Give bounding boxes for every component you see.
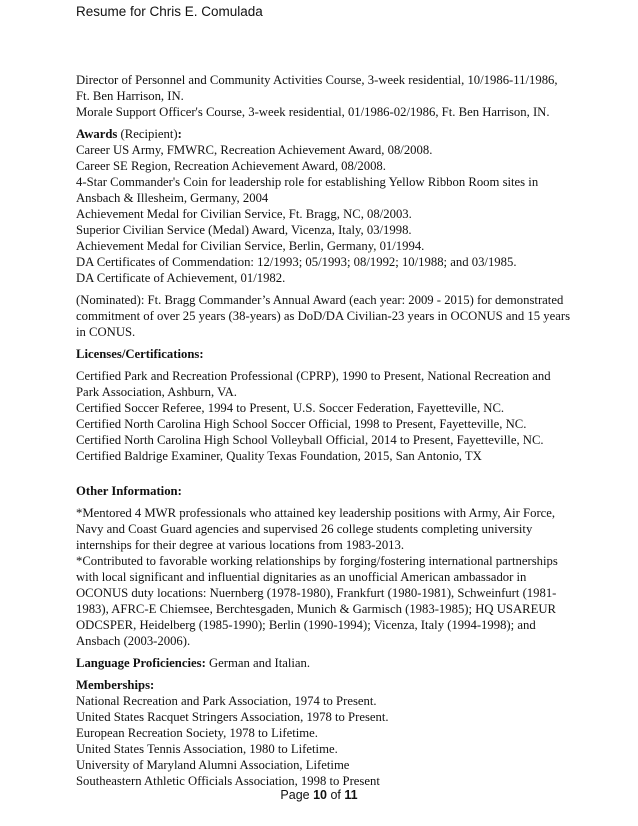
language-text: German and Italian. [205,656,311,670]
membership-item: United States Tennis Association, 1980 to Lifetime. [76,742,338,756]
other-info-line: with local significant and influential dignitaries as an unofficial American ambassador in [76,570,527,584]
other-info-line: Ansbach (2003-2006). [76,634,191,648]
header-title: Resume for Chris E. Comulada [76,4,263,19]
award-item: Career US Army, FMWRC, Recreation Achievement Award, 08/2008. [76,143,433,157]
award-item: 4-Star Commander's Coin for leadership role for establishing Yellow Ribbon Room sites in [76,175,539,189]
other-info-line: Navy and Coast Guard agencies and supervised 26 college students completing university [76,522,533,536]
page-total: 11 [344,788,358,802]
award-item: DA Certificate of Achievement, 01/1982. [76,271,286,285]
page-header [76,4,263,19]
license-item: Park Association, Ashburn, VA. [76,385,237,399]
awards-heading-title: Awards [76,127,118,141]
licenses-section [76,346,572,464]
language-section [76,655,572,671]
other-info-line: *Contributed to favorable working relationships by forging/fostering international partnerships [76,554,558,568]
license-item: Certified Baldrige Examiner, Quality Texas Foundation, 2015, San Antonio, TX [76,449,482,463]
language-heading: Language Proficiencies: [76,656,206,670]
memberships-section [76,677,572,789]
education-section [76,72,572,120]
nominated-line: in CONUS. [76,325,136,339]
resume-content [76,72,572,789]
award-item: Achievement Medal for Civilian Service, Ft. Bragg, NC, 08/2003. [76,207,412,221]
licenses-heading: Licenses/Certifications: [76,347,204,361]
page-current: 10 [313,788,327,802]
license-item: Certified Soccer Referee, 1994 to Present, U.S. Soccer Federation, Fayetteville, NC. [76,401,505,415]
education-line: Director of Personnel and Community Activities Course, 3-week residential, 10/1986-11/1986, [76,73,558,87]
awards-section [76,126,572,340]
membership-item: Southeastern Athletic Officials Association, 1998 to Present [76,774,380,788]
license-item: Certified Park and Recreation Professional (CPRP), 1990 to Present, National Recreation and [76,369,551,383]
other-info-line: ODCSPER, Heidelberg (1985-1990); Berlin (1990-1994); Vicenza, Italy (1994-1998); and [76,618,536,632]
page-label: Page [280,788,314,802]
membership-item: European Recreation Society, 1978 to Lifetime. [76,726,318,740]
awards-heading-colon: : [177,127,182,141]
education-line: Ft. Ben Harrison, IN. [76,89,184,103]
other-info-line: 1983), AFRC-E Chiemsee, Berchtesgaden, Munich & Garmisch (1983-1985); HQ USAREUR [76,602,556,616]
award-item: Superior Civilian Service (Medal) Award, Vicenza, Italy, 03/1998. [76,223,412,237]
membership-item: University of Maryland Alumni Association, Lifetime [76,758,350,772]
other-info-line: internships for their degree at various locations from 1983-2013. [76,538,405,552]
license-item: Certified North Carolina High School Soccer Official, 1998 to Present, Fayetteville, NC. [76,417,527,431]
award-item: Career SE Region, Recreation Achievement Award, 08/2008. [76,159,386,173]
nominated-line: (Nominated): Ft. Bragg Commander’s Annual Award (each year: 2009 - 2015) for demonstrated [76,293,564,307]
license-item: Certified North Carolina High School Volleyball Official, 2014 to Present, Fayetteville, NC. [76,433,544,447]
award-item: Ansbach & Illesheim, Germany, 2004 [76,191,269,205]
education-line: Morale Support Officer's Course, 3-week residential, 01/1986-02/1986, Ft. Ben Harrison, IN. [76,105,550,119]
other-info-line: *Mentored 4 MWR professionals who attained key leadership positions with Army, Air Force, [76,506,556,520]
other-info-line: OCONUS duty locations: Nuernberg (1978-1980), Frankfurt (1980-1981), Schweinfurt (1981- [76,586,557,600]
other-info-section [76,483,572,649]
awards-heading-note: (Recipient) [120,127,178,141]
memberships-heading: Memberships: [76,678,155,692]
award-item: Achievement Medal for Civilian Service, Berlin, Germany, 01/1994. [76,239,425,253]
membership-item: United States Racquet Stringers Association, 1978 to Present. [76,710,389,724]
page-of-label: of [326,788,345,802]
membership-item: National Recreation and Park Association, 1974 to Present. [76,694,377,708]
page-footer [0,788,638,802]
awards-heading [76,126,572,142]
other-info-heading: Other Information: [76,484,182,498]
nominated-line: commitment of over 25 years (38-years) as DoD/DA Civilian-23 years in OCONUS and 15 years [76,309,571,323]
award-item: DA Certificates of Commendation: 12/1993; 05/1993; 08/1992; 10/1988; and 03/1985. [76,255,517,269]
